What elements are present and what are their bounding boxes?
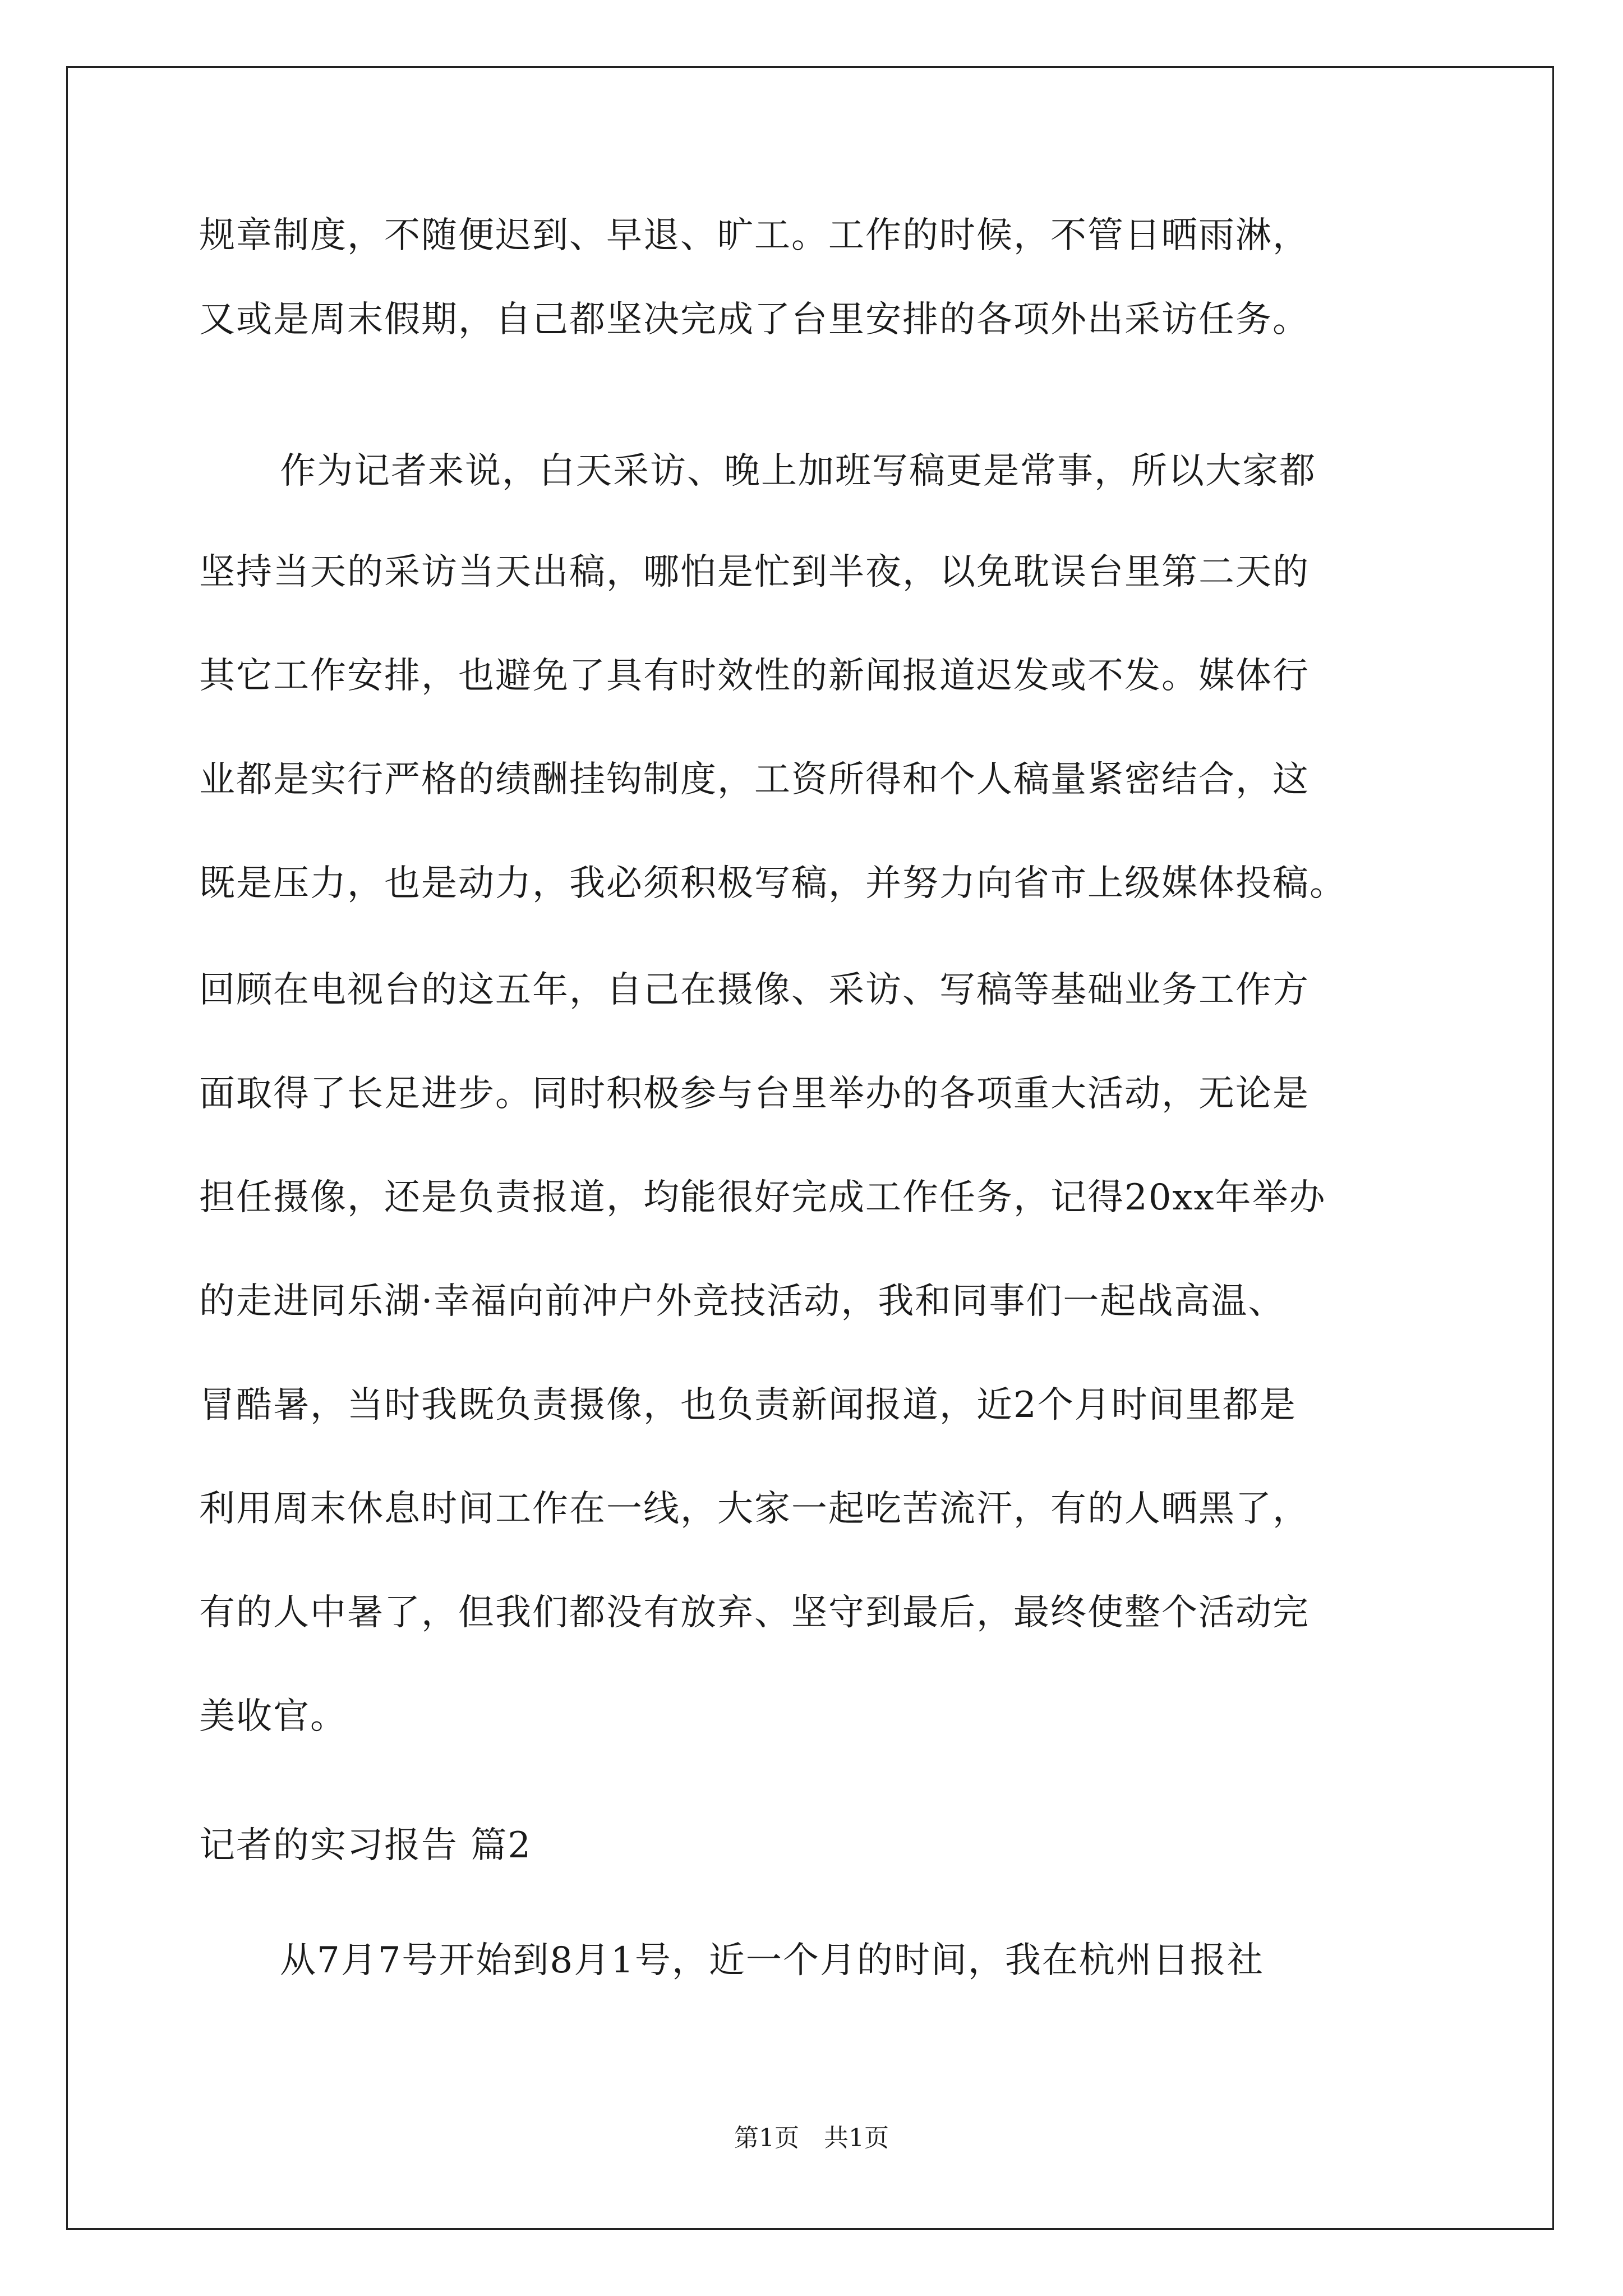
- paragraph-line: 美收官。: [199, 1696, 347, 1737]
- paragraph-line: 规章制度，不随便迟到、早退、旷工。工作的时候，不管日晒雨淋，: [199, 215, 1310, 256]
- paragraph-line: 既是压力，也是动力，我必须积极写稿，并努力向省市上级媒体投稿。: [199, 863, 1347, 904]
- paragraph-line: 业都是实行严格的绩酬挂钩制度，工资所得和个人稿量紧密结合，这: [199, 759, 1310, 800]
- paragraph-line: 作为记者来说，白天采访、晚上加班写稿更是常事，所以大家都: [280, 450, 1316, 492]
- paragraph-line: 回顾在电视台的这五年，自己在摄像、采访、写稿等基础业务工作方: [199, 969, 1310, 1011]
- paragraph-line: 从7月7号开始到8月1号，近一个月的时间，我在杭州日报社: [280, 1940, 1264, 1981]
- paragraph-line: 利用周末休息时间工作在一线，大家一起吃苦流汗，有的人晒黑了，: [199, 1488, 1310, 1530]
- page-border: [66, 66, 1554, 2230]
- paragraph-line: 面取得了长足进步。同时积极参与台里举办的各项重大活动，无论是: [199, 1073, 1310, 1115]
- paragraph-line: 的走进同乐湖·幸福向前冲户外竞技活动，我和同事们一起战高温、: [199, 1281, 1285, 1322]
- paragraph-line: 又或是周末假期，自己都坚决完成了台里安排的各项外出采访任务。: [199, 299, 1310, 341]
- section-heading: 记者的实习报告 篇2: [199, 1825, 532, 1866]
- paragraph-line: 担任摄像，还是负责报道，均能很好完成工作任务，记得20xx年举办: [199, 1177, 1326, 1218]
- page-number-footer: 第1页 共1页: [734, 2124, 889, 2152]
- paragraph-line: 有的人中暑了，但我们都没有放弃、坚守到最后，最终使整个活动完: [199, 1592, 1310, 1634]
- paragraph-line: 冒酷暑，当时我既负责摄像，也负责新闻报道，近2个月时间里都是: [199, 1384, 1297, 1426]
- paragraph-line: 坚持当天的采访当天出稿，哪怕是忙到半夜，以免耽误台里第二天的: [199, 551, 1310, 593]
- paragraph-line: 其它工作安排，也避免了具有时效性的新闻报道迟发或不发。媒体行: [199, 655, 1310, 697]
